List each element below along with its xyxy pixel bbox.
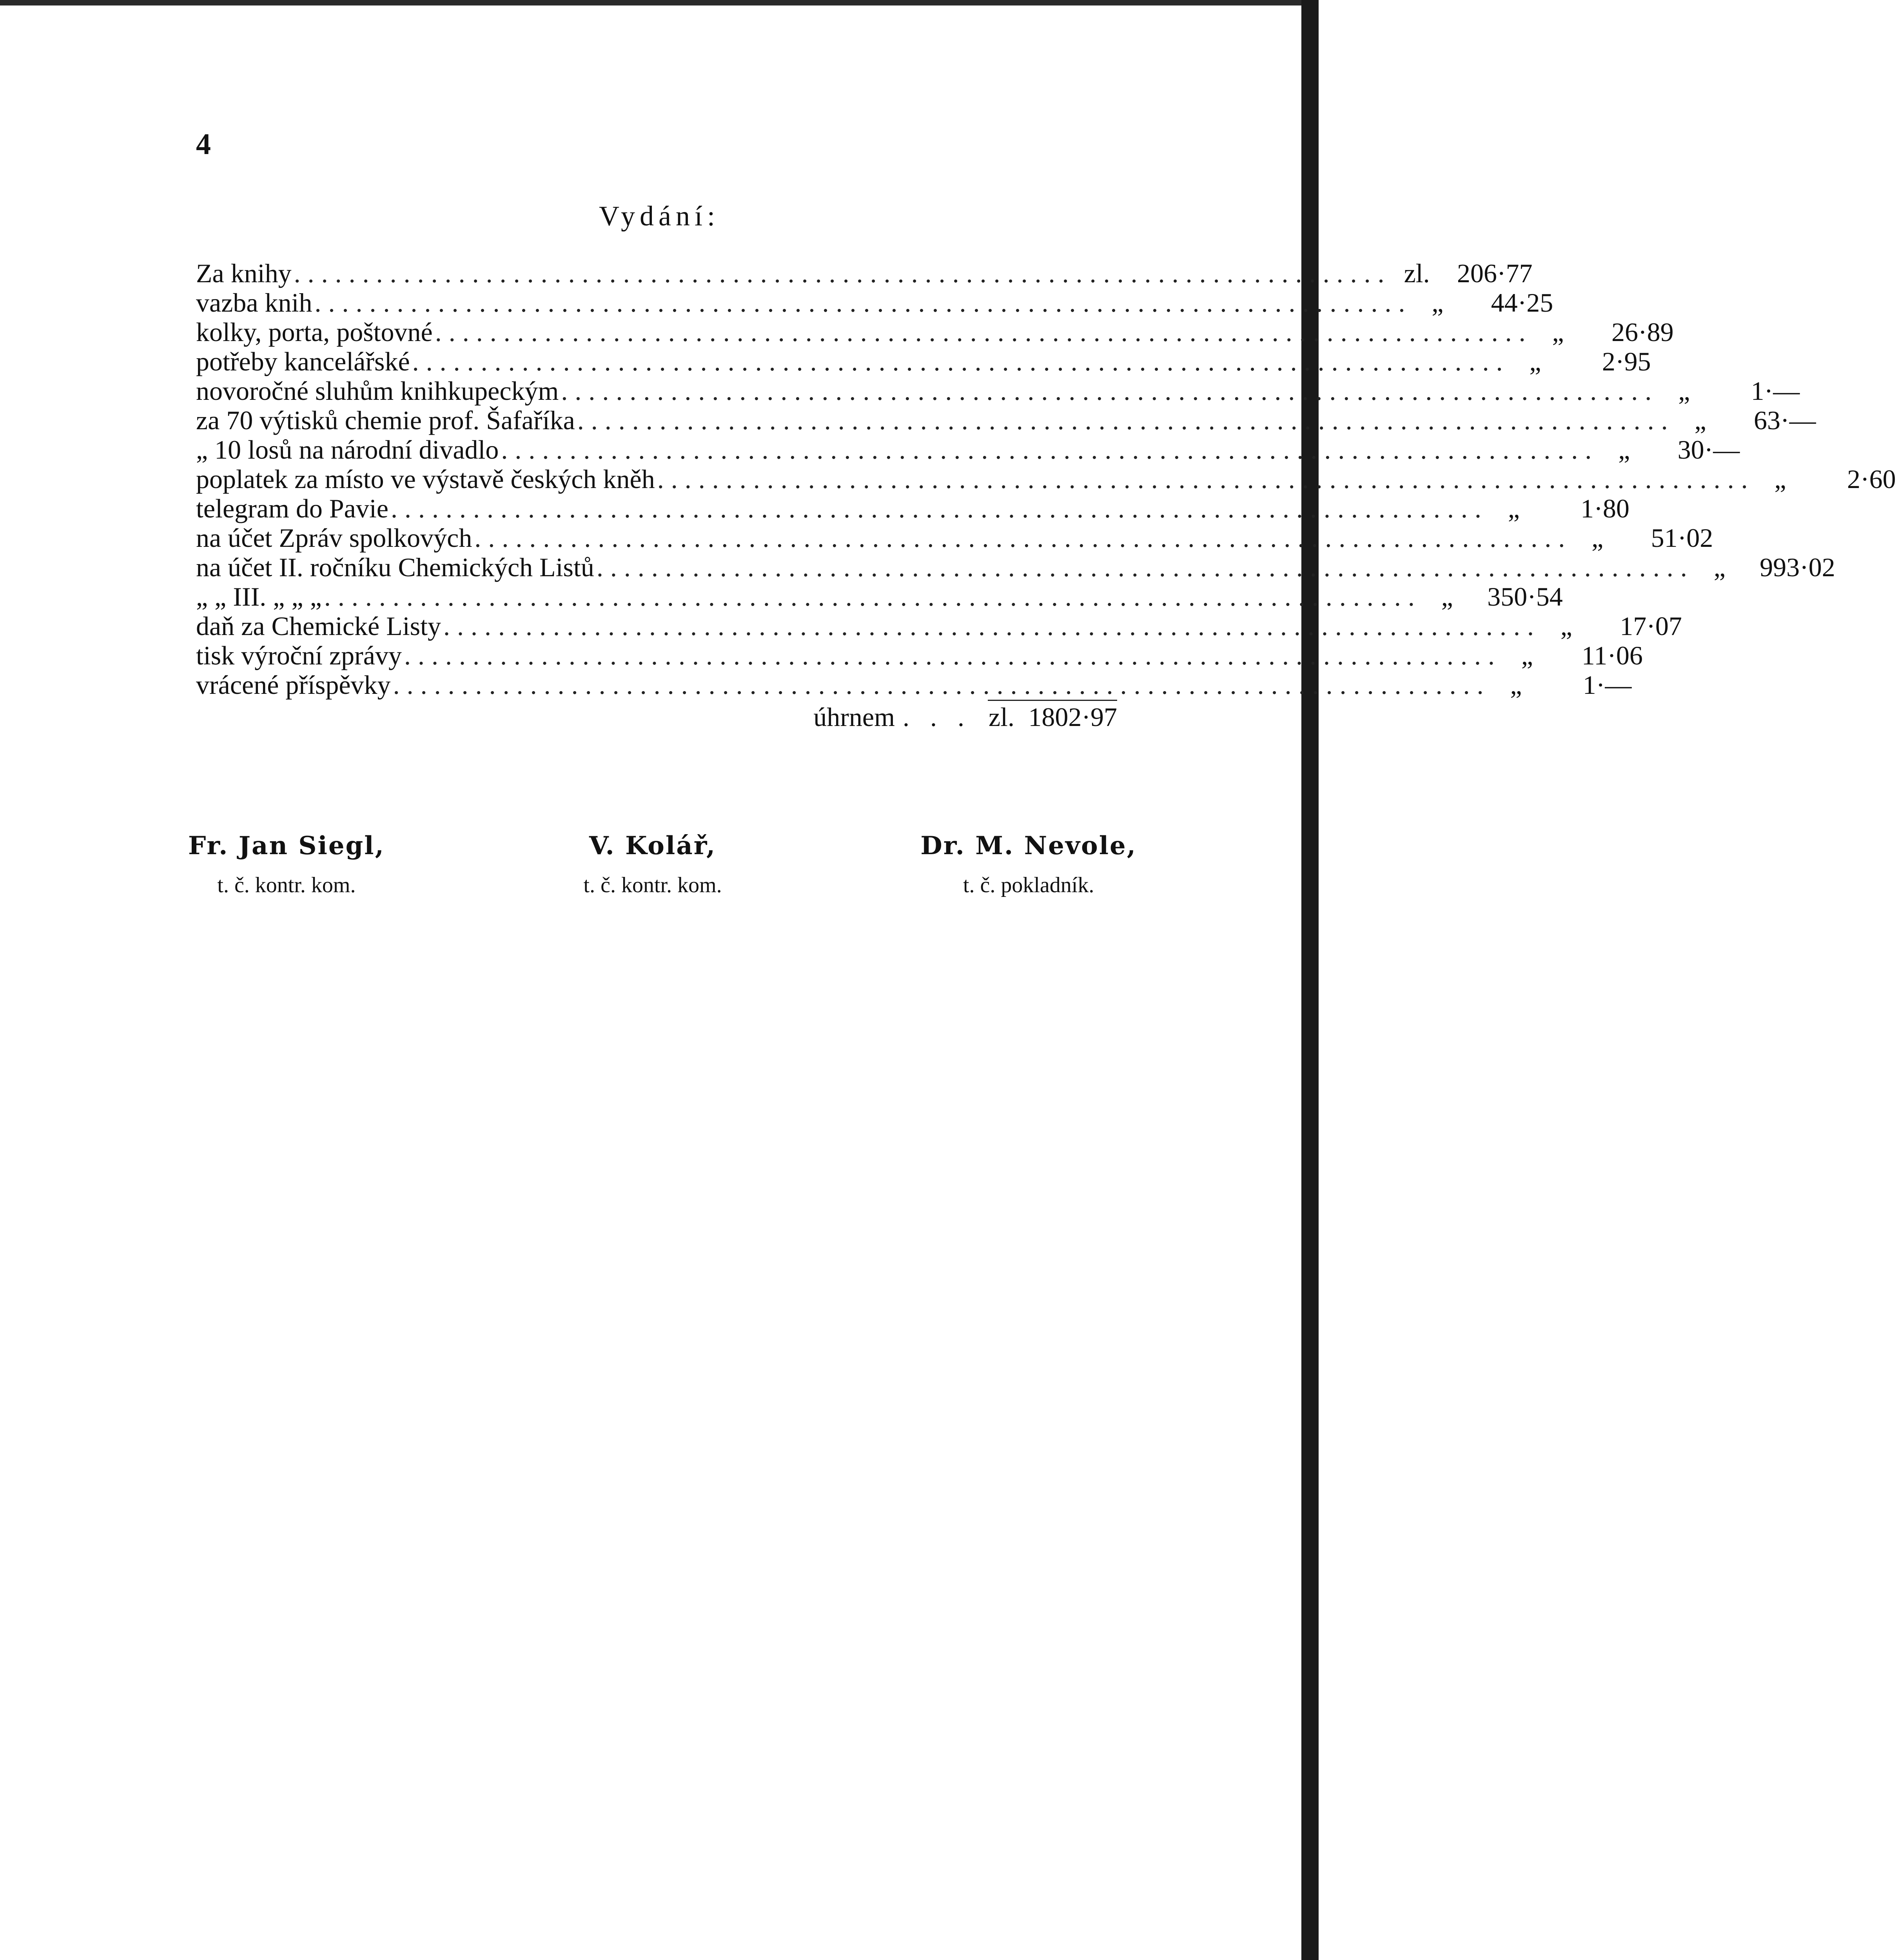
ledger-row-unit: „ — [1441, 582, 1453, 612]
ledger-row — [196, 552, 1835, 582]
ledger-row-amount: 1·— — [1582, 670, 1632, 700]
ledger-row-label: na účet II. ročníku Chemických Listů — [196, 552, 594, 582]
ledger-row-unit: „ — [1432, 288, 1444, 318]
ledger-row-unit: „ — [1618, 435, 1630, 465]
ledger-row-label: novoročné sluhům knihkupeckým — [196, 376, 559, 406]
ledger-row-unit: zl. — [1404, 258, 1430, 288]
ledger-row-unit: „ — [1508, 494, 1520, 523]
signature-name: Dr. M. Nevole, — [920, 831, 1137, 860]
page-number: 4 — [196, 128, 211, 161]
leader-dots: ................................................................................ — [390, 494, 1488, 523]
leader-dots: ................................................................................ — [657, 464, 1755, 494]
ledger-row-amount: 2·95 — [1602, 347, 1651, 376]
ledger-row — [196, 258, 1533, 288]
ledger-row-unit: „ — [1774, 464, 1786, 494]
ledger-row-unit: „ — [1529, 347, 1541, 376]
ledger-row-unit: „ — [1560, 611, 1573, 641]
total-leader-dots: . . . — [903, 702, 971, 732]
ledger-row — [196, 670, 1632, 700]
ledger-row-label: telegram do Pavie — [196, 494, 388, 523]
ledger-row — [196, 435, 1740, 465]
leader-dots: ................................................................................ — [294, 258, 1392, 288]
ledger-row-unit: „ — [1713, 552, 1726, 582]
ledger-row — [196, 376, 1800, 406]
ledger-row — [196, 464, 1896, 494]
leader-dots: ................................................................................ — [501, 435, 1599, 465]
signature-block — [920, 831, 1137, 898]
ledger-row-unit: „ — [1694, 405, 1706, 435]
ledger-row-label: „ 10 losů na národní divadlo — [196, 435, 499, 465]
signature-name: V. Kolář, — [589, 831, 717, 860]
ledger-row-unit: „ — [1510, 670, 1522, 700]
ledger-row-amount: 206·77 — [1457, 258, 1533, 288]
signature-name: Fr. Jan Siegl, — [188, 831, 385, 860]
ledger-row-amount: 63·— — [1754, 405, 1816, 435]
ledger-row — [196, 347, 1651, 376]
ledger-row-label: na účet Zpráv spolkových — [196, 523, 472, 553]
leader-dots: ................................................................................ — [393, 670, 1491, 700]
signature-role: t. č. kontr. kom. — [217, 873, 356, 897]
ledger-row — [196, 582, 1563, 612]
total-unit: zl. — [988, 702, 1015, 732]
leader-dots: ................................................................................ — [412, 347, 1510, 376]
leader-dots: ................................................................................ — [443, 611, 1541, 641]
signature-block — [584, 831, 722, 898]
leader-dots: ................................................................................ — [596, 552, 1694, 582]
ledger-row-label: tisk výroční zprávy — [196, 641, 402, 670]
ledger-row-label: poplatek za místo ve výstavě českých kněh — [196, 464, 655, 494]
ledger-row-amount: 51·02 — [1651, 523, 1713, 553]
ledger-row — [196, 317, 1674, 347]
ledger-row — [196, 523, 1713, 553]
ledger-row-label: Za knihy — [196, 258, 292, 288]
ledger-row-label: za 70 výtisků chemie prof. Šafaříka — [196, 405, 575, 435]
expense-ledger — [196, 258, 1896, 733]
leader-dots: ................................................................................ — [435, 317, 1533, 347]
leader-dots: ................................................................................ — [577, 405, 1675, 435]
signature-role: t. č. kontr. kom. — [583, 873, 722, 897]
leader-dots: ................................................................................ — [314, 288, 1412, 318]
page-top-edge — [0, 0, 1319, 5]
total-row — [196, 701, 1117, 733]
ledger-rows — [196, 258, 1896, 700]
ledger-row-amount: 26·89 — [1611, 317, 1674, 347]
ledger-row-amount: 350·54 — [1487, 582, 1563, 612]
ledger-row-amount: 17·07 — [1620, 611, 1682, 641]
signature-block — [188, 831, 385, 898]
ledger-row-amount: 30·— — [1677, 435, 1740, 465]
ledger-row-amount: 11·06 — [1581, 641, 1643, 670]
signature-role: t. č. pokladník. — [963, 873, 1094, 897]
section-title: Vydání: — [599, 200, 720, 232]
ledger-row-amount: 1·80 — [1580, 494, 1629, 523]
ledger-row-unit: „ — [1678, 376, 1690, 406]
leader-dots: ................................................................................ — [324, 582, 1422, 612]
ledger-row — [196, 641, 1643, 670]
ledger-row-amount: 44·25 — [1491, 288, 1553, 318]
leader-dots: ................................................................................ — [404, 641, 1502, 670]
ledger-row-amount: 1·— — [1751, 376, 1800, 406]
ledger-row — [196, 611, 1682, 641]
leader-dots: ................................................................................ — [561, 376, 1659, 406]
ledger-row-label: vazba knih — [196, 288, 312, 318]
ledger-row — [196, 405, 1816, 435]
ledger-row-label: kolky, porta, poštovné — [196, 317, 433, 347]
ledger-row — [196, 494, 1629, 523]
signatures — [188, 831, 1137, 898]
ledger-row-label: vrácené příspěvky — [196, 670, 391, 700]
ledger-row-unit: „ — [1552, 317, 1564, 347]
ledger-row-label: potřeby kancelářské — [196, 347, 410, 376]
ledger-row-label: „ „ III. „ „ „ — [196, 582, 322, 612]
ledger-row-amount: 993·02 — [1760, 552, 1835, 582]
total-amount: 1802·97 — [1028, 702, 1117, 732]
ledger-row — [196, 288, 1553, 318]
total-label: úhrnem — [813, 702, 895, 732]
leader-dots: ................................................................................ — [474, 523, 1572, 553]
ledger-row-unit: „ — [1521, 641, 1533, 670]
ledger-row-unit: „ — [1591, 523, 1604, 553]
ledger-row-label: daň za Chemické Listy — [196, 611, 441, 641]
ledger-row-amount: 2·60 — [1847, 464, 1896, 494]
